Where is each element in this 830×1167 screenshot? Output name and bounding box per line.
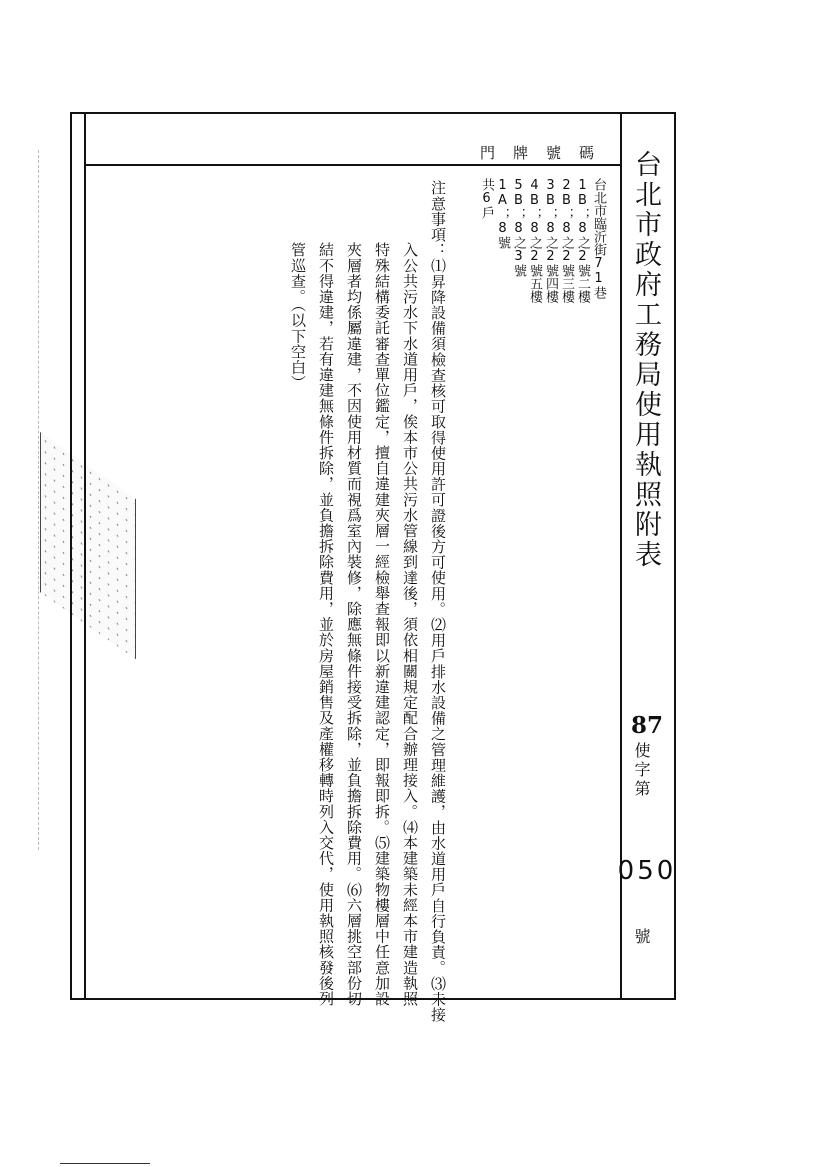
address-line: 2B；8之2號三樓 <box>559 178 574 303</box>
year-number: 87 <box>630 712 663 739</box>
permit-suffix: 號 <box>632 928 651 944</box>
notes-column: 結不得違建，若有違建無條件拆除，並負擔拆除費用，並於房屋銷售及產權移轉時列入交代，使用執照核發後列 <box>317 242 335 1007</box>
address-line: 台北市臨沂街71巷 <box>591 178 606 299</box>
notes-column: 夾層者均係屬違建，不因使用材質而視爲室內裝修，除應無條件接受拆除，並負擔拆除費用。⑹六層挑空部份切 <box>345 242 363 1007</box>
notes-column: 特殊結構委託審查單位鑑定，擅自違建夾層一經檢舉查報即以新違建認定，即報即拆。⑸建築物樓層中任意加設 <box>373 242 391 1007</box>
address-line: 1B；8之2號二樓 <box>575 178 590 303</box>
notes-column: 注意事項：⑴昇降設備須檢查核可取得使用許可證後方可使用。⑵用戶排水設備之管理維護，由水道用戶自行負責。⑶未接 <box>429 180 447 1023</box>
address-line: 5B；8之3號 <box>511 178 526 277</box>
notes-column: 入公共污水下水道用戶，俟本市公共污水管線到達後，須依相關規定配合辦理接入。⑷本建築未經本市建造執照 <box>401 242 419 1007</box>
notes-column: 管巡查。（以下空白） <box>289 242 307 391</box>
bottom-edge-line <box>60 1163 150 1164</box>
permit-word: 使字第 <box>632 742 651 799</box>
address-line: 4B；8之2號五樓 <box>527 178 542 303</box>
address-line: 3B；8之2號四樓 <box>543 178 558 303</box>
header-divider <box>84 164 620 166</box>
door-number-header: 門牌號碼 <box>480 144 613 162</box>
frame-inner-border <box>84 114 86 998</box>
page-title: 台北市政府工務局使用執照附表 <box>630 150 661 570</box>
address-line: 1A；8號 <box>495 178 510 249</box>
permit-number: 050 <box>617 856 677 886</box>
address-line: 共6戶 <box>479 178 494 219</box>
